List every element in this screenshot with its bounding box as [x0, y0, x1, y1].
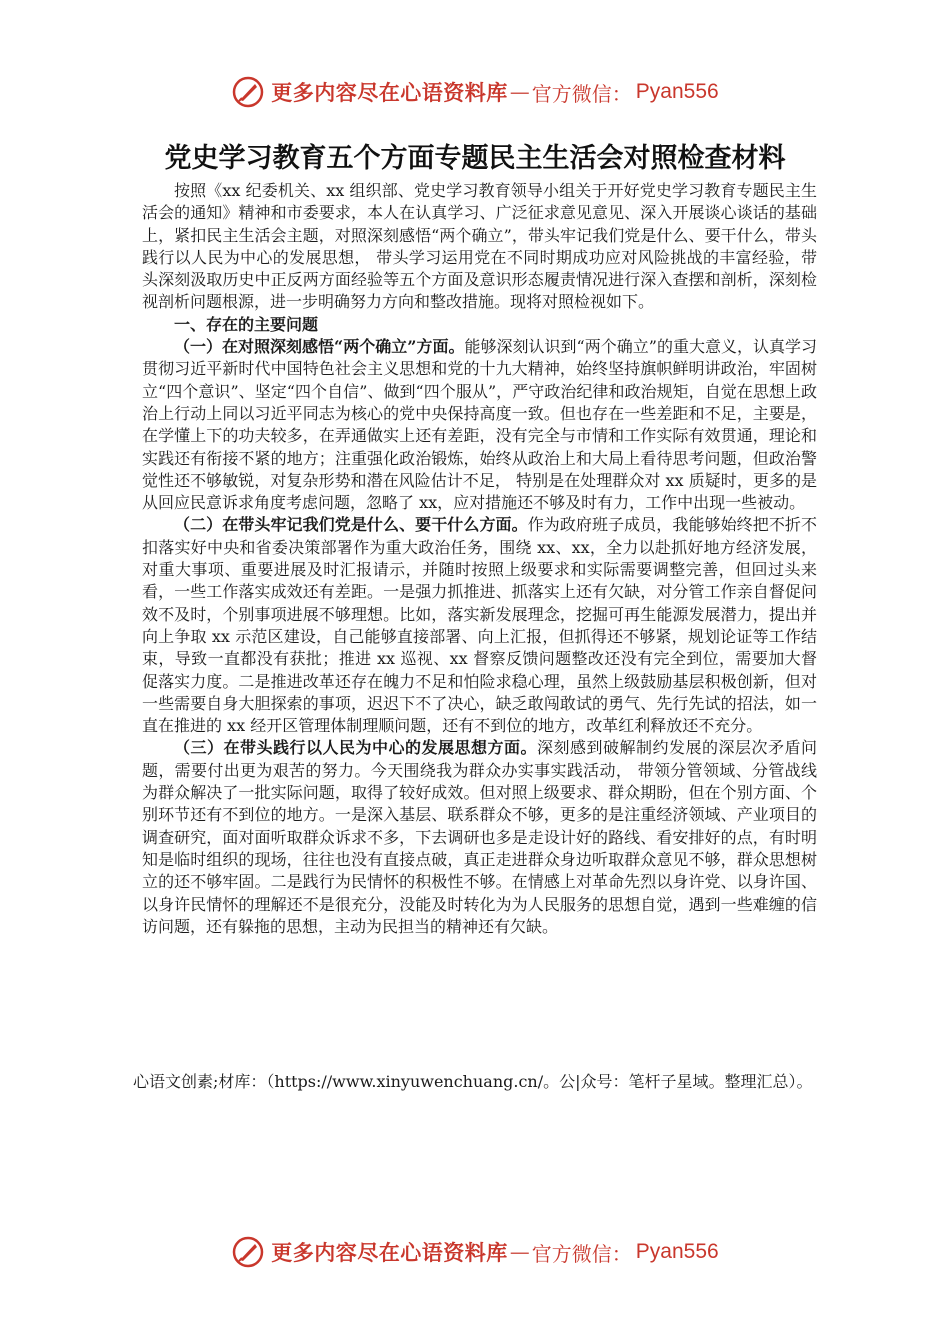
item-heading: （一）在对照深刻感悟“两个确立”方面。 [174, 337, 465, 357]
quill-logo-icon [231, 75, 265, 109]
item-body: 作为政府班子成员，我能够始终把不折不扣落实好中央和省委决策部署作为重大政治任务，围绕 xx、xx，全力以赴抓好地方经济发展，对重大事项、重要进展及时汇报请示，并随时按照上级要求和实际需要调整完善，但回过头来看，一些工作落实成效还有差距。一是强力抓推进、抓落实上还有欠缺，对分管工作亲自督促问效不及时，个别事项进展不够理想。比如，落实新发展理念，挖掘可再生能源发展潜力，提出并向上争取 xx 示范区建设，自己能够直接部署、向上汇报，但抓得还不够紧，规划论证等工作结束，导致一直都没有获批；推进 xx 巡视、xx 督察反馈问题整改还没有完全到位，需要加大督促落实力度。二是推进改革还存在魄力不足和怕险求稳心理，虽然上级鼓励基层积极创新，但对一些需要自身大胆探索的事项，迟迟下不了决心，缺乏敢闯敢试的勇气、先行先试的招法，如一直在推进的 xx 经开区管理体制理顺问题，还有不到位的地方，改革红利释放还不充分。 [142, 515, 817, 736]
item-paragraph-1 [142, 336, 817, 514]
item-paragraph-2 [142, 514, 817, 737]
section-heading: 一、存在的主要问题 [174, 314, 319, 334]
document-body [142, 180, 817, 938]
item-body: 深刻感到破解制约发展的深层次矛盾问题，需要付出更为艰苦的努力。今天围绕我为群众办实事实践活动， 带领分管领域、分管战线为群众解决了一批实际问题，取得了较好成效。但对照上级要求、群众期盼，但在个别方面、个别环节还有不到位的地方。一是深入基层、联系群众不够，更多的是注重经济领域、产业项目的调查研究，面对面听取群众诉求不多，下去调研也多是走设计好的路线、看安排好的点，有时明知是临时组织的现场，往往也没有直接点破，真正走进群众身边听取群众意见不够，群众思想树立的还不够牢固。二是践行为民情怀的积极性不够。在情感上对革命先烈以身许党、以身许国、以身许民情怀的理解还不是很充分，没能及时转化为为人民服务的思想自觉，遇到一些难缠的信访问题，还有躲拖的思想，主动为民担当的精神还有欠缺。 [142, 738, 817, 936]
banner-wechat-label: 官方微信： [531, 81, 632, 106]
banner-main-text: 更多内容尽在心语资料库 [271, 1241, 508, 1265]
item-paragraph-3 [142, 737, 817, 938]
banner-main-text: 更多内容尽在心语资料库 [271, 81, 508, 105]
banner-separator: — [509, 80, 530, 104]
item-heading: （三）在带头践行以人民为中心的发展思想方面。 [174, 738, 537, 758]
banner-separator: — [509, 1240, 530, 1264]
banner-wechat-label: 官方微信： [531, 1241, 632, 1266]
document-title: 党史学习教育五个方面专题民主生活会对照检查材料 [164, 143, 786, 174]
source-note: 心语文创素;材库：（https://www.xinyuwenchuang.cn/。公|众号：笔杆子星域。整理汇总）。 [133, 1072, 813, 1091]
banner-wechat-id: Pyan556 [635, 1240, 719, 1263]
bottom-watermark-banner [0, 1232, 950, 1272]
intro-paragraph: 按照《xx 纪委机关、xx 组织部、党史学习教育领导小组关于开好党史学习教育专题民主生活会的通知》精神和市委要求，本人在认真学习、广泛征求意见意见、深入开展谈心谈话的基础上，紧扣民主生活会主题，对照深刻感悟“两个确立”，带头牢记我们党是什么、要干什么，带头践行以人民为中心的发展思想， 带头学习运用党在不同时期成功应对风险挑战的丰富经验，带头深刻汲取历史中正反两方面经验等五个方面及意识形态履责情况进行深入查摆和剖析，深刻检视剖析问题根源，进一步明确努力方向和整改措施。现将对照检视如下。 [142, 181, 817, 312]
top-watermark-banner [0, 72, 950, 112]
banner-wechat-id: Pyan556 [635, 80, 719, 103]
item-heading: （二）在带头牢记我们党是什么、要干什么方面。 [174, 515, 528, 535]
item-body: 能够深刻认识到“两个确立”的重大意义，认真学习贯彻习近平新时代中国特色社会主义思想和党的十九大精神，始终坚持旗帜鲜明讲政治，牢固树立“四个意识”、坚定“四个自信”、做到“四个服从”，严守政治纪律和政治规矩，自觉在思想上政治上行动上同以习近平同志为核心的党中央保持高度一致。但也存在一些差距和不足，主要是，在学懂上下的功夫较多，在弄通做实上还有差距，没有完全与市情和工作实际有效贯通，理论和实践还有衔接不紧的地方；注重强化政治锻炼，始终从政治上和大局上看待思考问题，但政治警觉性还不够敏锐，对复杂形势和潜在风险估计不足， 特别是在处理群众对 xx 质疑时，更多的是从回应民意诉求角度考虑问题，忽略了 xx，应对措施还不够及时有力，工作中出现一些被动。 [142, 337, 817, 513]
quill-logo-icon [231, 1235, 265, 1269]
